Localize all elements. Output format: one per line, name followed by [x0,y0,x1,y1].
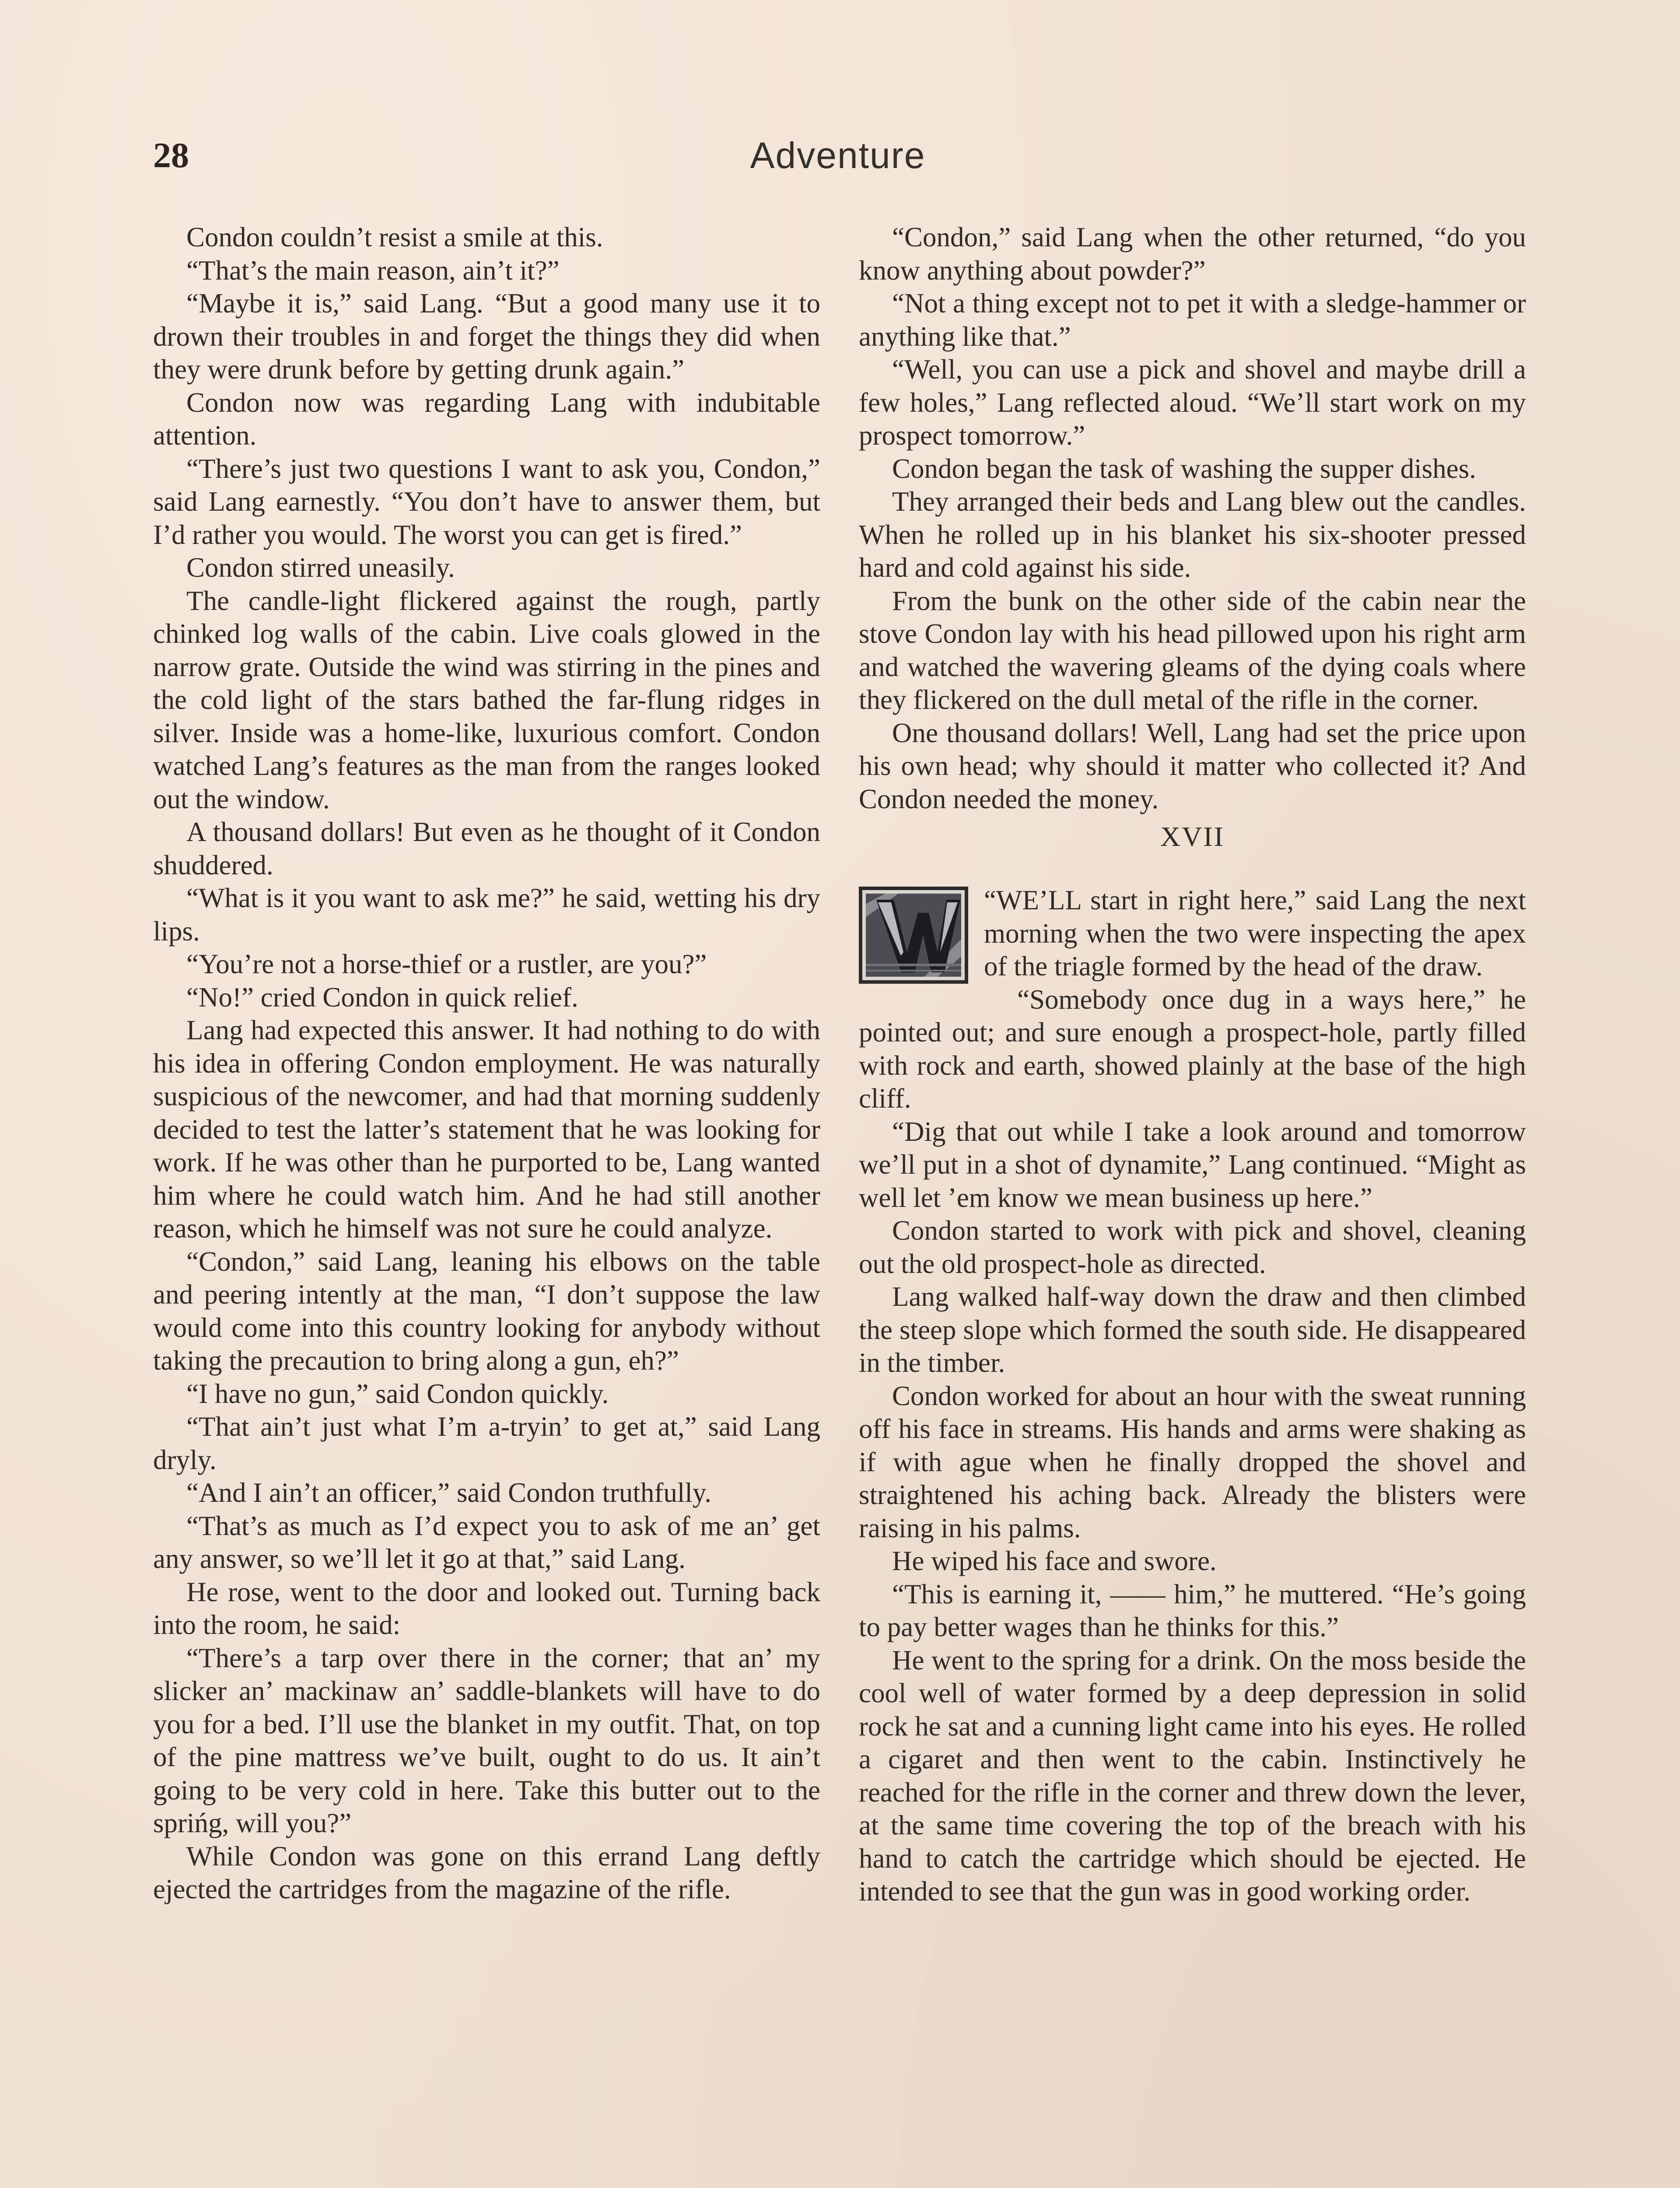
right-column-first-part [859,221,1526,816]
paragraph: He rose, went to the door and looked out. Turning back into the room, he said: [153,1576,820,1640]
paragraph: While Condon was gone on this errand Lang deftly ejected the cartridges from the magazine of the rifle. [153,1841,820,1904]
right-column [859,221,1526,1908]
paragraph: “There’s just two questions I want to ask you, Condon,” said Lang earnestly. “You don’t have to answer them, but I’d rather you would. The worst you can get is fired.” [153,453,820,550]
drop-cap-letter: W [996,885,1022,915]
paragraph: Condon stirred uneasily. [186,552,455,583]
chapter-heading: XVII [1160,821,1225,852]
left-column [153,221,820,1906]
paragraph: “Somebody once dug in a ways here,” he pointed out; and sure enough a prospect-hole, partly filled with rock and earth, showed plainly at the base of the high cliff. [859,984,1526,1114]
right-column-second-part [859,983,1526,1908]
paragraph: Condon began the task of washing the supper dishes. [892,453,1477,484]
paragraph: From the bunk on the other side of the cabin near the stove Condon lay with his head pillowed upon his right arm and watched the wavering gleams of the dying coals where they flickered on the dull metal of the rifle in the corner. [859,585,1526,715]
dropcap-paragraph-text: E’LL start in right here,” said Lang the next morning when the two were inspecting the apex of the triagle formed by the head of the draw. [984,885,1526,982]
paragraph: “Dig that out while I take a look around and tomorrow we’ll put in a shot of dynamite,” Lang continued. “Might as well let ’em know we mean business up here.” [859,1116,1526,1213]
paragraph: A thousand dollars! But even as he thought of it Condon shuddered. [153,817,820,880]
woodcut-initial-icon [859,887,968,984]
paragraph: Condon started to work with pick and shovel, cleaning out the old prospect-hole as directed. [859,1215,1526,1279]
paragraph: “You’re not a horse-thief or a rustler, are you?” [186,949,707,979]
paragraph: “That ain’t just what I’m a-tryin’ to get at,” said Lang dryly. [153,1411,820,1475]
dropcap-paragraph [859,884,1526,983]
paragraph: The candle-light flickered against the rough, partly chinked log walls of the cabin. Live coals glowed in the narrow grate. Outside the wind was stirring in the pines and the cold light of the stars bathed the far-flung ridges in silver. Inside was a home-like, luxurious comfort. Condon watched Lang’s features as the man from the ranges looked out the window. [153,585,820,814]
opening-quote: “ [984,885,996,915]
page-number: 28 [153,135,189,175]
paragraph: “This is earning it, —— him,” he muttered. “He’s going to pay better wages than he thinks for this.” [859,1578,1526,1642]
paragraph: “Condon,” said Lang when the other returned, “do you know anything about powder?” [859,222,1526,286]
paragraph: “Condon,” said Lang, leaning his elbows on the table and peering intently at the man, “I don’t suppose the law would come into this country looking for anybody without taking the precaution to bring along a gun, eh?” [153,1246,820,1376]
paragraph: Condon worked for about an hour with the sweat running off his face in streams. His hands and arms were shaking as if with ague when he finally dropped the shovel and straightened his aching back. Already the blisters were raising in his palms. [859,1380,1526,1543]
paragraph: “And I ain’t an officer,” said Condon truthfully. [186,1477,712,1508]
paragraph: “Well, you can use a pick and shovel and maybe drill a few holes,” Lang reflected aloud. “We’ll start work on my prospect tomorrow.” [859,354,1526,451]
paragraph: “No!” cried Condon in quick relief. [186,982,578,1013]
paragraph: Lang had expected this answer. It had nothing to do with his idea in offering Condon employment. He was naturally suspicious of the newcomer, and had that morning suddenly decided to test the latter’s statement that he was looking for work. If he was other than he purported to be, Lang wanted him where he could watch him. And he had still another reason, which he himself was not sure he could analyze. [153,1015,820,1244]
paragraph: “What is it you want to ask me?” he said, wetting his dry lips. [153,883,820,947]
page-header [153,127,1522,193]
paragraph: One thousand dollars! Well, Lang had set the price upon his own head; why should it matter who collected it? And Condon needed the money. [859,717,1526,814]
paragraph: “I have no gun,” said Condon quickly. [186,1378,609,1409]
paragraph: They arranged their beds and Lang blew out the candles. When he rolled up in his blanket his six-shooter pressed hard and cold against his side. [859,486,1526,583]
paragraph: “That’s the main reason, ain’t it?” [186,255,560,286]
paragraph: He wiped his face and swore. [892,1546,1217,1576]
paragraph: “Maybe it is,” said Lang. “But a good many use it to drown their troubles in and forget the things they did when they were drunk before by getting drunk again.” [153,288,820,385]
paragraph: “Not a thing except not to pet it with a sledge-hammer or anything like that.” [859,288,1526,352]
paragraph: “That’s as much as I’d expect you to ask of me an’ get any answer, so we’ll let it go at that,” said Lang. [153,1510,820,1574]
paragraph: Condon couldn’t resist a smile at this. [186,222,603,252]
running-title: Adventure [750,135,926,176]
paragraph: Lang walked half-way down the draw and then climbed the steep slope which formed the south side. He disappeared in the timber. [859,1281,1526,1378]
paragraph: Condon now was regarding Lang with indubitable attention. [153,387,820,451]
paragraph: “There’s a tarp over there in the corner; that an’ my slicker an’ mackinaw an’ saddle-blankets will have to do you for a bed. I’ll use the blanket in my outfit. That, on top of the pine mattress we’ve built, ought to do us. It ain’t going to be very cold in here. Take this butter out to the sprińg, will you?” [153,1642,820,1838]
paragraph: He went to the spring for a drink. On the moss beside the cool well of water formed by a deep depression in solid rock he sat and a cunning light came into his eyes. He rolled a cigaret and then went to the cabin. Instinctively he reached for the rifle in the corner and threw down the lever, at the same time covering the top of the breach with his hand to catch the cartridge which should be ejected. He intended to see that the gun was in good working order. [859,1645,1526,1907]
